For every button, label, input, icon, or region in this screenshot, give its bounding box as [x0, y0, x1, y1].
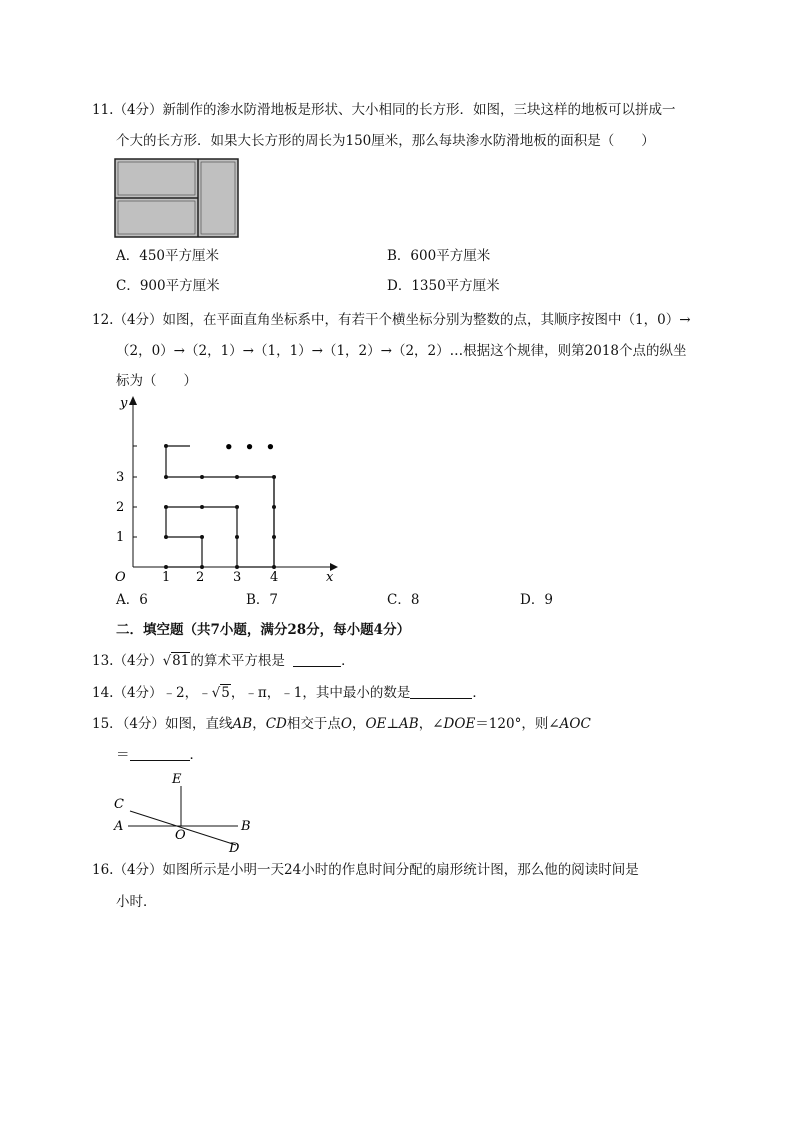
q12-ellipsis: • • • — [224, 438, 279, 456]
q15-line2-prefix: ＝ — [116, 747, 130, 763]
q15-comma3: ，∠ — [418, 716, 444, 732]
q12-x-tick-2: 2 — [196, 570, 205, 585]
q12-line1: 12.（4分）如图，在平面直角坐标系中，有若干个横坐标分别为整数的点，其顺序按图中（1，0）→ — [92, 312, 691, 328]
q12-y-axis-arrow — [129, 396, 137, 405]
q12-line3: 标为（ ） — [116, 373, 197, 389]
q12-option-c[interactable]: C．8 — [387, 592, 420, 608]
q15-comma1: ， — [252, 716, 266, 732]
q12-y-tick-1: 1 — [116, 530, 125, 545]
q11-option-c[interactable]: C．900平方厘米 — [116, 278, 220, 294]
q12-y-label: y — [120, 396, 128, 411]
q12-y-tick-2: 2 — [116, 500, 125, 515]
q15-geometry-figure — [108, 768, 268, 854]
q15-label-o: O — [175, 828, 186, 843]
q15-label-e: E — [172, 772, 182, 787]
q14-sqrt: √5 — [211, 685, 230, 701]
q15-doe: DOE — [443, 716, 476, 732]
q15-o: O — [340, 716, 352, 732]
q12-x-tick-1: 1 — [162, 570, 171, 585]
q11-line1: 11.（4分）新制作的渗水防滑地板是形状、大小相同的长方形．如图，三块这样的地板可以拼成一 — [92, 102, 676, 118]
q13-prefix: 13.（4分） — [92, 653, 163, 669]
q11-line2: 个大的长方形．如果大长方形的周长为150厘米，那么每块渗水防滑地板的面积是（ ） — [116, 133, 655, 149]
q13-sqrt: √81 — [162, 653, 190, 669]
q11-floor-figure — [114, 158, 240, 240]
q12-origin-label: O — [115, 570, 126, 585]
q14-suffix: ，﹣π，﹣1，其中最小的数是 — [230, 685, 411, 701]
q14-radicand: 5 — [221, 685, 230, 701]
q15-ab: AB — [232, 716, 253, 732]
q15-line2: ＝ ． — [116, 747, 203, 763]
q15-line1 — [92, 715, 591, 733]
q12-option-b[interactable]: B．7 — [246, 592, 279, 608]
q12-option-d[interactable]: D．9 — [520, 592, 553, 608]
q15-label-b: B — [241, 819, 251, 834]
q12-coordinate-graph — [108, 393, 343, 585]
q15-aoc: AOC — [559, 716, 591, 732]
q15-eq: ＝120°，则∠ — [475, 716, 560, 732]
q11-option-a[interactable]: A．450平方厘米 — [116, 248, 220, 264]
q11-option-b[interactable]: B．600平方厘米 — [387, 248, 491, 264]
q12-y-tick-3: 3 — [116, 470, 125, 485]
q14-answer-blank[interactable] — [410, 685, 472, 699]
q13-radicand: 81 — [172, 653, 190, 669]
q13-line: 13.（4分）√81的算术平方根是 ． — [92, 653, 355, 669]
q11-option-d[interactable]: D．1350平方厘米 — [387, 278, 500, 294]
q15-label-d: D — [229, 841, 240, 854]
section-2-heading: 二．填空题（共7小题，满分28分，每小题4分） — [116, 622, 411, 638]
q15-mid1: 相交于点 — [286, 716, 341, 732]
q15-cd: CD — [265, 716, 287, 732]
q12-x-label: x — [326, 570, 334, 585]
q12-x-tick-3: 3 — [233, 570, 242, 585]
q16-line1: 16.（4分）如图所示是小明一天24小时的作息时间分配的扇形统计图，那么他的阅读时间是 — [92, 862, 639, 878]
q16-line2: 小时． — [116, 894, 157, 910]
q14-prefix: 14.（4分）﹣2，﹣ — [92, 685, 212, 701]
q15-label-a: A — [114, 819, 124, 834]
q15-prefix: 15．（4分）如图，直线 — [92, 716, 233, 732]
q12-spiral-path — [166, 446, 274, 567]
q15-label-c: C — [114, 797, 124, 812]
q15-oe-ab: OE⊥AB — [365, 716, 419, 732]
q15-answer-blank[interactable] — [130, 747, 190, 761]
q13-answer-blank[interactable] — [293, 653, 341, 667]
q12-line2: （2，0）→（2，1）→（1，1）→（1，2）→（2，2）…根据这个规律，则第2018个点的纵坐 — [116, 343, 687, 359]
q13-suffix: 的算术平方根是 — [190, 653, 285, 669]
q12-option-a[interactable]: A．6 — [116, 592, 148, 608]
q12-x-tick-4: 4 — [270, 570, 279, 585]
q15-comma2: ， — [351, 716, 366, 732]
q14-line: 14.（4分）﹣2，﹣√5，﹣π，﹣1，其中最小的数是 ． — [92, 685, 486, 701]
